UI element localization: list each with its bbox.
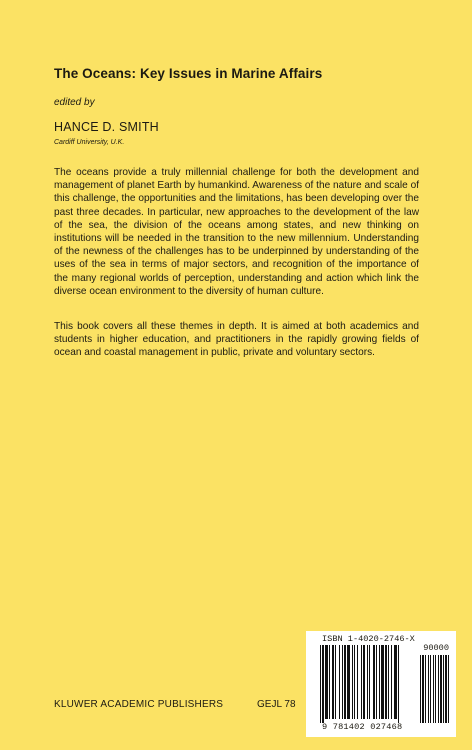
series-code: GEJL 78: [257, 699, 296, 710]
barcode-bar: [379, 645, 380, 719]
barcode-ean-number: 9 781402 027468: [322, 722, 403, 732]
barcode-addon-bar: [430, 655, 431, 723]
description-paragraph-1: The oceans provide a truly millennial challenge for both the development and management of planet Earth by humankind. Awareness of the nature and scale of this challenge, the opportunities and the limitations, has been developing over the past three decades. In particular, new approaches to the development of the law of the sea, the division of the oceans among states, and new thinking on institutions will be needed in the transition to the new millennium. Understanding of the newness of the challenges has to be underpinned by understanding of the uses of the sea in terms of major sectors, and recognition of the importance of the many regional worlds of perception, understanding and action which link the diverse ocean environment to the diversity of human culture.: [54, 167, 419, 297]
edited-by-label: edited by: [54, 97, 95, 108]
barcode-bar: [342, 645, 343, 719]
barcode-addon-bar: [443, 655, 444, 723]
barcode-bar: [376, 645, 377, 719]
barcode-bar: [335, 645, 336, 719]
publisher-name: KLUWER ACADEMIC PUBLISHERS: [54, 699, 224, 710]
barcode-bar: [320, 645, 321, 723]
barcode-bar: [369, 645, 370, 719]
barcode-bar: [388, 645, 389, 719]
barcode-bar: [352, 645, 353, 719]
barcode-bar: [325, 645, 328, 719]
barcode-addon-bar: [435, 655, 436, 723]
barcode-bar: [361, 645, 362, 719]
barcode-addon-bar: [440, 655, 442, 723]
barcode-bar: [322, 645, 324, 723]
barcode-bar: [394, 645, 397, 719]
book-title: The Oceans: Key Issues in Marine Affairs: [54, 66, 323, 81]
isbn-text: ISBN 1-4020-2746-X: [322, 634, 415, 644]
barcode-bar: [357, 645, 358, 719]
barcode-addon-bar: [433, 655, 434, 723]
barcode-bar: [354, 645, 355, 719]
barcode-bar: [329, 645, 330, 719]
barcode-addon-bar: [425, 655, 426, 723]
barcode-bar: [381, 645, 384, 719]
barcode-addon-number: 90000: [423, 643, 449, 653]
barcode-bar: [332, 645, 334, 719]
barcode-bar: [385, 645, 387, 719]
barcode-bar: [373, 645, 375, 719]
isbn-barcode: [306, 631, 456, 737]
barcode-bar: [391, 645, 392, 719]
barcode-addon-bar: [428, 655, 429, 723]
barcode-addon-bar: [422, 655, 424, 723]
barcode-bar: [347, 645, 350, 719]
barcode-addon-bar: [448, 655, 449, 723]
barcode-bar: [367, 645, 368, 719]
barcode-addon-bar: [438, 655, 439, 723]
editor-name: HANCE D. SMITH: [54, 120, 159, 134]
barcode-bar: [344, 645, 346, 719]
barcode-bar: [363, 645, 365, 719]
editor-affiliation: Cardiff University, U.K.: [54, 139, 125, 146]
barcode-addon-bar: [420, 655, 421, 723]
barcode-addon-bar: [445, 655, 447, 723]
description-paragraph-2: This book covers all these themes in depth. It is aimed at both academics and students in higher education, and practitioners in the rapidly growing fields of ocean and coastal management in public, private and voluntary sectors.: [54, 321, 419, 359]
barcode-bar: [339, 645, 340, 719]
barcode-bar: [398, 645, 399, 723]
